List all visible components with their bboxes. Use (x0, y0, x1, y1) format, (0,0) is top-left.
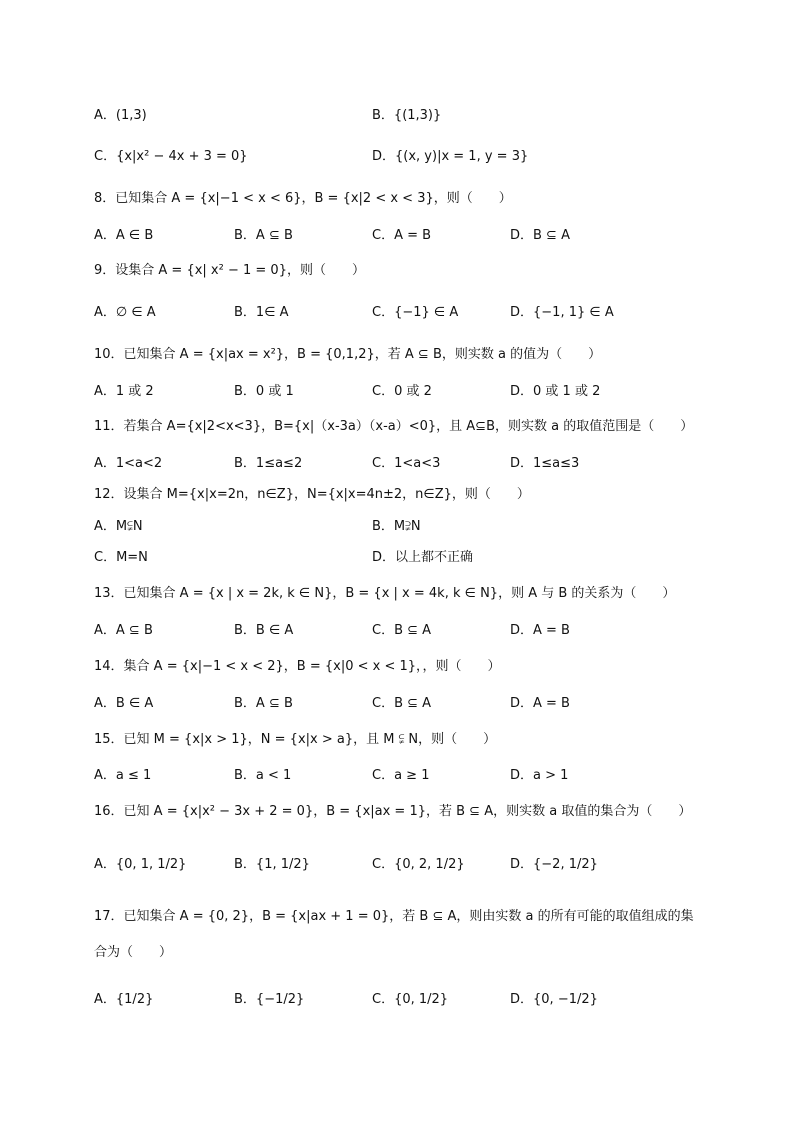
q11-option-a: A．1<a<2 (94, 456, 163, 471)
q9-option-a: A．∅ ∈ A (94, 305, 156, 320)
q8-option-d: D．B ⊆ A (510, 228, 570, 243)
q15-option-a: A．a ≤ 1 (94, 768, 152, 783)
q7-option-c: C．{x|x² − 4x + 3 = 0} (94, 149, 248, 164)
q17-option-c: C．{0, 1/2} (372, 992, 449, 1007)
q10-option-a: A．1 或 2 (94, 384, 154, 399)
q9-option-c: C．{−1} ∈ A (372, 305, 459, 320)
q11-option-b: B．1≤a≤2 (234, 456, 303, 471)
q12-option-b: B．M⫌N (372, 519, 421, 534)
q17-option-d: D．{0, −1/2} (510, 992, 598, 1007)
q15-option-b: B．a < 1 (234, 768, 292, 783)
q13-option-c: C．B ⊆ A (372, 623, 432, 638)
q9-stem: 9．设集合 A = {x| x² − 1 = 0}，则（ ） (94, 263, 365, 278)
q17-option-b: B．{−1/2} (234, 992, 305, 1007)
q8-stem: 8．已知集合 A = {x|−1 < x < 6}，B = {x|2 < x < 3}，则（ ） (94, 191, 512, 206)
q14-option-a: A．B ∈ A (94, 696, 154, 711)
q11-option-c: C．1<a<3 (372, 456, 441, 471)
q17-option-a: A．{1/2} (94, 992, 154, 1007)
q9-option-b: B．1∈ A (234, 305, 289, 320)
q16-option-a: A．{0, 1, 1/2} (94, 857, 187, 872)
q14-option-c: C．B ⊆ A (372, 696, 432, 711)
q16-option-b: B．{1, 1/2} (234, 857, 310, 872)
q15-option-c: C．a ≥ 1 (372, 768, 430, 783)
q16-stem: 16．已知 A = {x|x² − 3x + 2 = 0}，B = {x|ax = 1}，若 B ⊆ A，则实数 a 取值的集合为（ ） (94, 804, 692, 819)
q13-stem: 13．已知集合 A = {x | x = 2k, k ∈ N}，B = {x | x = 4k, k ∈ N}，则 A 与 B 的关系为（ ） (94, 586, 676, 601)
q7-option-b: B．{(1,3)} (372, 108, 442, 123)
q13-option-a: A．A ⊆ B (94, 623, 153, 638)
q14-option-b: B．A ⊆ B (234, 696, 293, 711)
q15-option-d: D．a > 1 (510, 768, 569, 783)
q9-option-d: D．{−1, 1} ∈ A (510, 305, 614, 320)
q11-stem: 11．若集合 A={x|2<x<3}，B={x|（x-3a）（x-a）<0}，且 A⊆B，则实数 a 的取值范围是（ ） (94, 419, 694, 434)
q14-stem: 14．集合 A = {x|−1 < x < 2}，B = {x|0 < x < 1}，，则（ ） (94, 659, 501, 674)
q14-option-d: D．A = B (510, 696, 570, 711)
q17-stem-line1: 17．已知集合 A = {0, 2}，B = {x|ax + 1 = 0}，若 B ⊆ A，则由实数 a 的所有可能的取值组成的集 (94, 909, 694, 924)
q8-option-b: B．A ⊆ B (234, 228, 293, 243)
q8-option-c: C．A = B (372, 228, 432, 243)
q10-option-c: C．0 或 2 (372, 384, 432, 399)
q11-option-d: D．1≤a≤3 (510, 456, 580, 471)
q13-option-b: B．B ∈ A (234, 623, 294, 638)
q12-option-a: A．M⫋N (94, 519, 143, 534)
q12-option-c: C．M=N (94, 550, 148, 565)
q15-stem: 15．已知 M = {x|x > 1}，N = {x|x > a}，且 M ⫋ N，则（ ） (94, 732, 497, 747)
q10-stem: 10．已知集合 A = {x|ax = x²}，B = {0,1,2}，若 A ⊆ B，则实数 a 的值为（ ） (94, 347, 602, 362)
q12-option-d: D．以上都不正确 (372, 550, 474, 565)
q13-option-d: D．A = B (510, 623, 570, 638)
q7-option-a: A．(1,3) (94, 108, 147, 123)
q17-stem-line2: 合为（ ） (94, 945, 173, 960)
q7-option-d: D．{(x, y)|x = 1, y = 3} (372, 149, 529, 164)
q10-option-d: D．0 或 1 或 2 (510, 384, 601, 399)
q10-option-b: B．0 或 1 (234, 384, 294, 399)
q12-stem: 12．设集合 M={x|x=2n，n∈Z}，N={x|x=4n±2，n∈Z}，则（ ） (94, 487, 530, 502)
q8-option-a: A．A ∈ B (94, 228, 154, 243)
q16-option-c: C．{0, 2, 1/2} (372, 857, 465, 872)
q16-option-d: D．{−2, 1/2} (510, 857, 598, 872)
